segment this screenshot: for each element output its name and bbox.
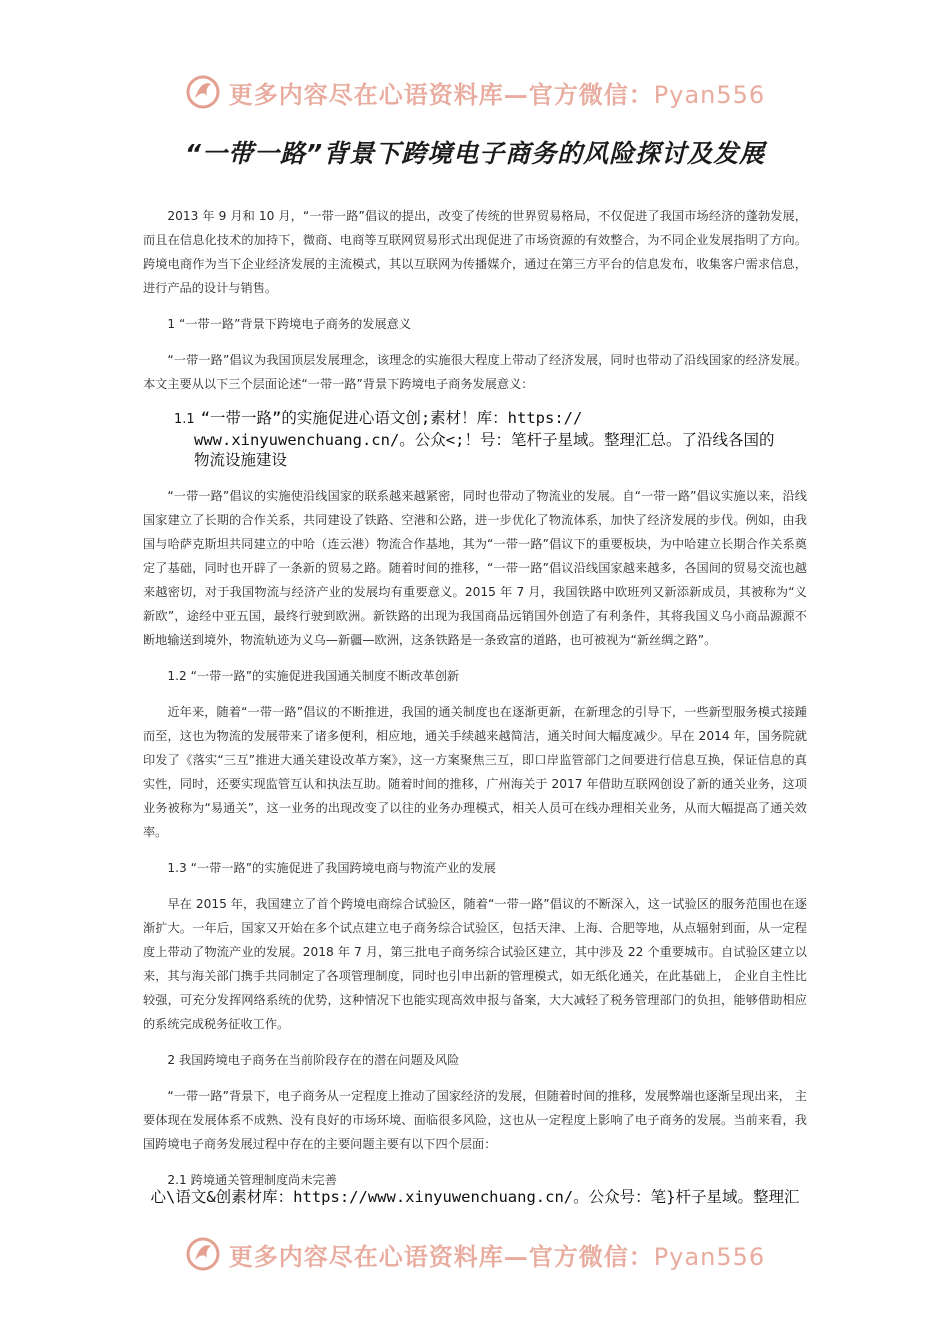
paragraph-section-1: “一带一路”倡议为我国顶层发展理念，该理念的实施很大程度上带动了经济发展，同时也带动了沿线国家的经济发展。本文主要从以下三个层面论述“一带一路”背景下跨境电子商务发展意义：	[143, 353, 807, 391]
heading-section-1: 1 “一带一路”背景下跨境电子商务的发展意义	[167, 317, 412, 331]
heading-section-2: 2 我国跨境电子商务在当前阶段存在的潜在问题及风险	[167, 1053, 460, 1067]
paragraph-section-1-1: “一带一路”倡议的实施使沿线国家的联系越来越紧密，同时也带动了物流业的发展。自“一带一路”倡议实施以来，沿线国家建立了长期的合作关系，共同建设了铁路、空港和公路，进一步优化了物流体系，加快了经济发展的步伐。例如，由我国与哈萨克斯坦共同建立的中哈（连云港）物流合作基地，其为“一带一路”倡议下的重要板块，为中哈建立长期合作关系奠定了基础，同时也开辟了一条新的贸易之路。随着时间的推移，“一带一路”倡议沿线国家越来越多，各国间的贸易交流也越来越密切，对于我国物流与经济产业的发展均有重要意义。2015 年 7 月，我国铁路中欧班列又新添新成员，其被称为“义新欧”，途经中亚五国，最终行驶到欧洲。新铁路的出现为我国商品远销国外创造了有利条件，其将我国义乌小商品源源不断地输送到境外，物流轨迹为义乌—新疆—欧洲，这条铁路是一条致富的道路，也可被视为“新丝绸之路”。	[143, 489, 807, 647]
watermark-overlay-line: 心\语文&创素材库：https://www.xinyuwenchuang.cn/。公众号：笔}杆子星域。整理汇	[150, 1188, 800, 1206]
logo-icon	[185, 1236, 221, 1272]
document-body	[143, 204, 807, 1204]
page-title: “一带一路”背景下跨境电子商务的风险探讨及发展	[184, 139, 766, 168]
paragraph-section-1-2: 近年来，随着“一带一路”倡议的不断推进，我国的通关制度也在逐渐更新，在新理念的引导下，一些新型服务模式接踵而至，这也为物流的发展带来了诸多便利，相应地，通关手续越来越简洁，通关时间大幅度减少。早在 2014 年，国务院就印发了《落实“三互”推进大通关建设改革方案》，这一方案聚焦三互，即口岸监管部门之间要进行信息互换，保证信息的真实性，同时，还要实现监管互认和执法互助。随着时间的推移，广州海关于 2017 年借助互联网创设了新的通关业务，这项业务被称为“易通关”，这一业务的出现改变了以往的业务办理模式，相关人员可在线办理相关业务，从而大幅提高了通关效率。	[143, 705, 807, 839]
heading-section-1-2: 1.2 “一带一路”的实施促进我国通关制度不断改革创新	[167, 669, 460, 683]
heading-section-2-1: 2.1 跨境通关管理制度尚未完善	[167, 1173, 337, 1187]
paragraph-section-1-3: 早在 2015 年，我国建立了首个跨境电商综合试验区，随着“一带一路”倡议的不断深入，这一试验区的服务范围也在逐渐扩大。一年后，国家又开始在多个试点建立电子商务综合试验区，包括天津、上海、合肥等地，从点辐射到面，从一定程度上带动了物流产业的发展。2018 年 7 月，第三批电子商务综合试验区建立，其中涉及 22 个重要城市。自试验区建立以来，其与海关部门携手共同制定了各项管理制度，同时也引申出新的管理模式，如无纸化通关，在此基础上， 企业自主性比较强，可充分发挥网络系统的优势，这种情况下也能实现高效申报与备案，大大减轻了税务管理部门的负担，能够借助相应的系统完成税务征收工作。	[143, 897, 807, 1031]
paragraph-section-2: “一带一路”背景下，电子商务从一定程度上推动了国家经济的发展，但随着时间的推移，发展弊端也逐渐呈现出来， 主要体现在发展体系不成熟、没有良好的市场环境、面临很多风险，这也从一定程度上影响了电子商务的发展。当前来看，我国跨境电子商务发展过程中存在的主要问题主要有以下四个层面：	[143, 1089, 807, 1151]
heading-section-1-3: 1.3 “一带一路”的实施促进了我国跨境电商与物流产业的发展	[167, 861, 496, 875]
banner-text: 更多内容尽在心语资料库—官方微信：Pyan556	[228, 79, 766, 109]
logo-icon	[185, 74, 221, 110]
heading-section-1-1: 1.1 “一带一路”的实施促进心语文创;素材！库：https:// www.xinyuwenchuang.cn/。公众<;！号：笔杆子星域。整理汇总。了沿线各国的 物流设施建设	[174, 409, 775, 469]
paragraph-intro: 2013 年 9 月和 10 月，“一带一路”倡议的提出，改变了传统的世界贸易格局，不仅促进了我国市场经济的蓬勃发展，而且在信息化技术的加持下，微商、电商等互联网贸易形式出现促进了市场资源的有效整合，为不同企业发展指明了方向。跨境电商作为当下企业经济发展的主流模式，其以互联网为传播媒介，通过在第三方平台的信息发布，收集客户需求信息，进行产品的设计与销售。	[143, 209, 807, 295]
bottom-banner	[0, 1234, 950, 1274]
banner-text: 更多内容尽在心语资料库—官方微信：Pyan556	[228, 1241, 766, 1271]
top-banner	[0, 72, 950, 112]
